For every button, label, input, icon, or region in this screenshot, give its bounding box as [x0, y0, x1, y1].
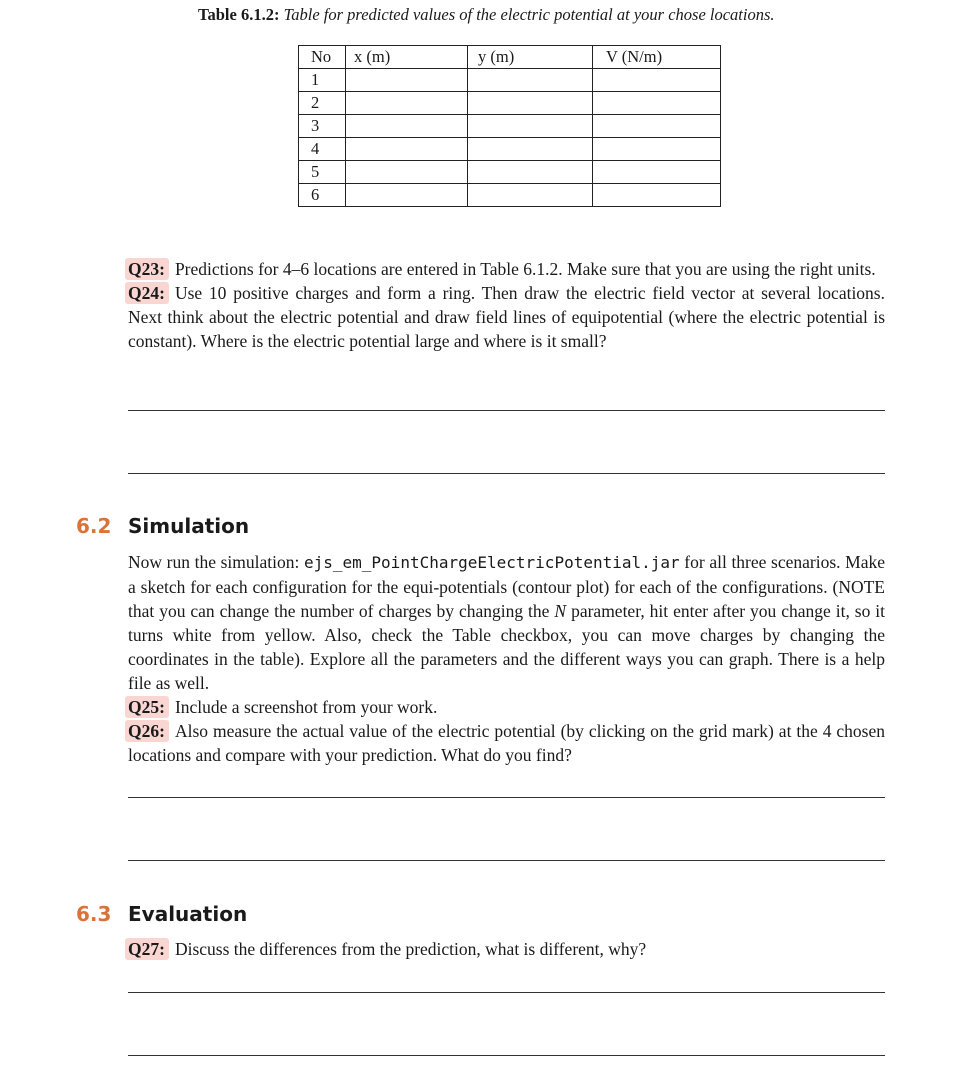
- cell-v[interactable]: [593, 161, 721, 184]
- table-row: [299, 138, 721, 161]
- table-caption: [198, 5, 775, 25]
- simulation-body-b: parameter, hit enter after you change it, so it turns white from yellow. Also, check the Table checkbox, you can move charges by changing the coordinates in the table). Explore all the parameters and the different ways you can graph. There is a help file as well.: [128, 601, 886, 693]
- q23-label: Q23:: [125, 258, 169, 280]
- table-row: [299, 161, 721, 184]
- cell-v[interactable]: [593, 115, 721, 138]
- q24-label: Q24:: [125, 282, 169, 304]
- cell-x[interactable]: [346, 115, 468, 138]
- cell-x[interactable]: [346, 69, 468, 92]
- cell-x[interactable]: [346, 184, 468, 207]
- question-q23: [128, 257, 885, 281]
- cell-y[interactable]: [468, 184, 593, 207]
- simulation-param: N: [554, 601, 567, 621]
- cell-y[interactable]: [468, 69, 593, 92]
- q26-label: Q26:: [125, 720, 169, 742]
- cell-y[interactable]: [468, 161, 593, 184]
- answer-line[interactable]: [128, 410, 885, 411]
- cell-x[interactable]: [346, 161, 468, 184]
- cell-v[interactable]: [593, 138, 721, 161]
- answer-line[interactable]: [128, 1055, 885, 1056]
- cell-v[interactable]: [593, 92, 721, 115]
- answer-line[interactable]: [128, 860, 885, 861]
- row-number: 3: [299, 115, 346, 138]
- row-number: 5: [299, 161, 346, 184]
- question-q24: [128, 281, 885, 353]
- simulation-filename: ejs_em_PointChargeElectricPotential.jar: [303, 553, 680, 572]
- q27-text: Discuss the differences from the prediction, what is different, why?: [174, 939, 647, 959]
- section-title: Evaluation: [128, 902, 248, 926]
- table-caption-label: Table 6.1.2:: [198, 5, 280, 24]
- table-header-row: [299, 46, 721, 69]
- header-no: No: [299, 46, 346, 69]
- q25-text: Include a screenshot from your work.: [174, 697, 438, 717]
- answer-line[interactable]: [128, 797, 885, 798]
- row-number: 6: [299, 184, 346, 207]
- table-row: [299, 92, 721, 115]
- answer-line[interactable]: [128, 473, 885, 474]
- cell-y[interactable]: [468, 138, 593, 161]
- section-heading-simulation: [76, 514, 249, 538]
- question-q26: [128, 719, 885, 767]
- row-number: 4: [299, 138, 346, 161]
- q25-label: Q25:: [125, 696, 169, 718]
- question-q25: [128, 695, 885, 719]
- q24-text: Use 10 positive charges and form a ring. Then draw the electric field vector at several locations. Next think about the electric potential and draw field lines of equipotential (where the electric potential is constant). Where is the electric potential large and where is it small?: [128, 283, 885, 351]
- simulation-paragraph: [128, 550, 885, 767]
- section-number: 6.3: [76, 902, 112, 926]
- cell-v[interactable]: [593, 69, 721, 92]
- header-v: V (N/m): [593, 46, 721, 69]
- q27-label: Q27:: [125, 938, 169, 960]
- question-q27: [128, 937, 885, 961]
- simulation-body-a: for all three scenarios. Make a sketch for each configuration for the equi-potentials (contour plot) for each of the configurations. (NOTE that you can change the number of charges by changing the: [128, 552, 885, 621]
- cell-y[interactable]: [468, 115, 593, 138]
- row-number: 2: [299, 92, 346, 115]
- q26-text: Also measure the actual value of the electric potential (by clicking on the grid mark) at the 4 chosen locations and compare with your prediction. What do you find?: [128, 721, 885, 765]
- table-row: [299, 115, 721, 138]
- section-title: Simulation: [128, 514, 250, 538]
- row-number: 1: [299, 69, 346, 92]
- q23-text: Predictions for 4–6 locations are entered in Table 6.1.2. Make sure that you are using the right units.: [174, 259, 876, 279]
- prediction-table: [298, 45, 721, 207]
- section-heading-evaluation: [76, 902, 247, 926]
- answer-line[interactable]: [128, 992, 885, 993]
- cell-x[interactable]: [346, 92, 468, 115]
- table-row: [299, 69, 721, 92]
- header-y: y (m): [468, 46, 593, 69]
- simulation-instructions: [128, 550, 885, 695]
- table-caption-text: Table for predicted values of the electric potential at your chose locations.: [283, 5, 775, 24]
- cell-x[interactable]: [346, 138, 468, 161]
- cell-v[interactable]: [593, 184, 721, 207]
- simulation-intro: Now run the simulation:: [128, 552, 300, 572]
- table-row: [299, 184, 721, 207]
- section-number: 6.2: [76, 514, 112, 538]
- questions-q23-q24: [128, 257, 885, 353]
- header-x: x (m): [346, 46, 468, 69]
- cell-y[interactable]: [468, 92, 593, 115]
